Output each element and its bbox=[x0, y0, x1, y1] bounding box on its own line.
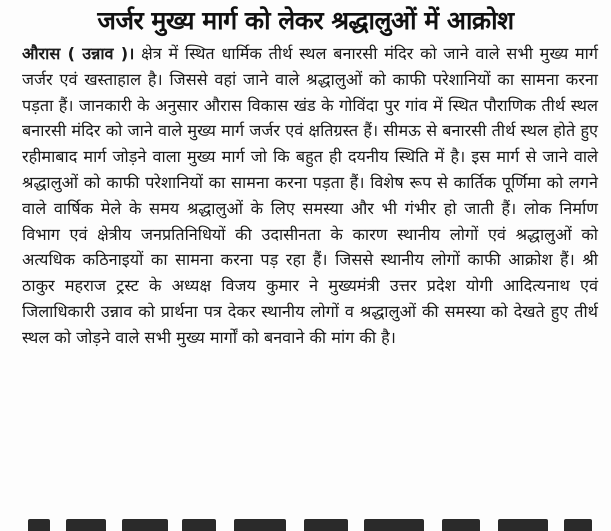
cutoff-glyph bbox=[66, 519, 106, 531]
cutoff-glyph bbox=[122, 519, 168, 531]
cutoff-glyph bbox=[364, 519, 424, 531]
cutoff-glyph bbox=[304, 519, 348, 531]
cutoff-glyph bbox=[564, 519, 592, 531]
cutoff-glyph bbox=[498, 519, 548, 531]
cutoff-glyph bbox=[182, 519, 216, 531]
next-article-cutoff bbox=[22, 519, 598, 531]
article-paragraph bbox=[22, 41, 598, 351]
cutoff-glyph bbox=[442, 519, 480, 531]
article-body bbox=[22, 41, 598, 351]
article-body-text: क्षेत्र में स्थित धार्मिक तीर्थ स्थल बनारसी मंदिर को जाने वाले सभी मुख्य मार्ग जर्जर एवं खस्ताहाल है। जिससे वहां जाने वाले श्रद्धालुओं को काफी परेशानियों का सामना करना पड़ता हैं। जानकारी के अनुसार औरास विकास खंड के गोविंदा पुर गांव में स्थित पौराणिक तीर्थ स्थल बनारसी मंदिर को जाने वाले मुख्य मार्ग जर्जर एवं क्षतिग्रस्त हैं। सीमऊ से बनारसी तीर्थ स्थल होते हुए रहीमाबाद मार्ग जोड़ने वाला मुख्य मार्ग जो कि बहुत ही दयनीय स्थिति में है। इस मार्ग से जाने वाले श्रद्धालुओं को काफी परेशानियों का सामना करना पड़ता हैं। विशेष रूप से कार्तिक पूर्णिमा को लगने वाले वार्षिक मेले के समय श्रद्धालुओं के लिए समस्या और भी गंभीर हो जाती हैं। लोक निर्माण विभाग एवं क्षेत्रीय जनप्रतिनिधियों की उदासीनता के कारण स्थानीय लोगों एवं श्रद्धालुओं को अत्यधिक कठिनाइयों का सामना करना पड़ रहा हैं। जिससे स्थानीय लोगों काफी आक्रोश हैं। श्री ठाकुर महराज ट्रस्ट के अध्यक्ष विजय कुमार ने मुख्यमंत्री उत्तर प्रदेश योगी आदित्यनाथ एवं जिलाधिकारी उन्नाव को प्रार्थना पत्र देकर स्थानीय लोगों व श्रद्धालुओं की समस्या को देखते हुए तीर्थ स्थल को जोड़ने वाले सभी मुख्य मार्गों को बनवाने की मांग की है। bbox=[22, 44, 598, 347]
article-headline: जर्जर मुख्य मार्ग को लेकर श्रद्धालुओं में आक्रोश bbox=[97, 6, 514, 35]
cutoff-glyph bbox=[234, 519, 286, 531]
cutoff-glyph bbox=[28, 519, 50, 531]
article-dateline: औरास ( उन्नाव )। bbox=[22, 44, 135, 63]
